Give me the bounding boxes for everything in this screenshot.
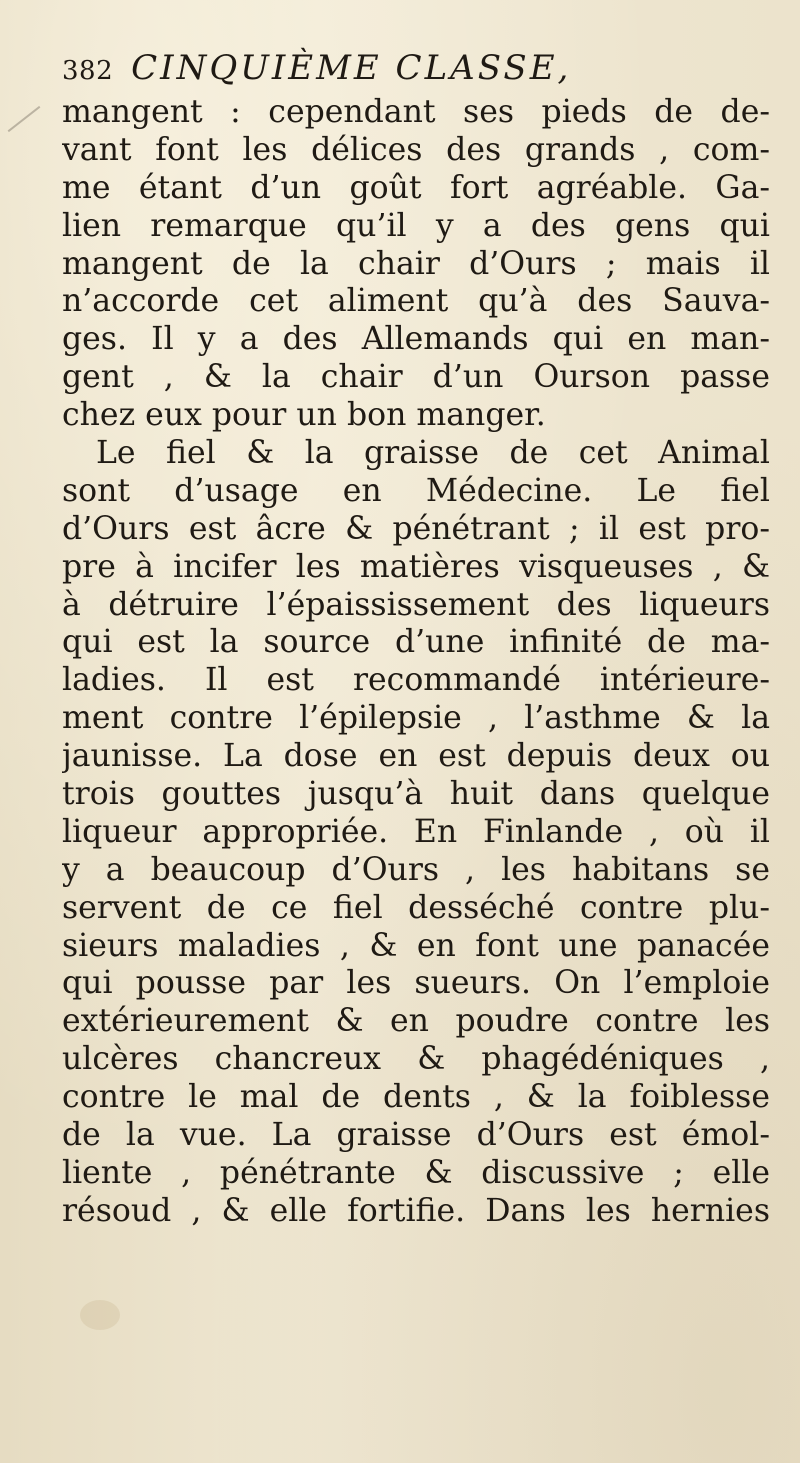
text-line: contre le mal de dents , & la foiblesse: [62, 1079, 770, 1116]
text-line: à détruire l’épaississement des liqueurs: [62, 586, 770, 623]
text-line: résoud , & elle fortifie. Dans les hernies: [62, 1192, 770, 1229]
text-line: liente , pénétrante & discussive ; elle: [62, 1154, 770, 1191]
text-line: d’Ours est âcre & pénétrant ; il est pro-: [62, 510, 770, 547]
text-line: ment contre l’épilepsie , l’asthme & la: [62, 700, 770, 737]
text-line: sont d’usage en Médecine. Le fiel: [62, 472, 770, 509]
text-line: liqueur appropriée. En Finlande , où il: [62, 813, 770, 850]
text-line: extérieurement & en poudre contre les: [62, 1003, 770, 1040]
text-line: vant font les délices des grands , com-: [62, 131, 770, 168]
text-line: ges. Il y a des Allemands qui en man-: [62, 321, 770, 358]
text-line: mangent de la chair d’Ours ; mais il: [62, 245, 770, 282]
text-line: y a beaucoup d’Ours , les habitans se: [62, 851, 770, 888]
text-line: ladies. Il est recommandé intérieure-: [62, 662, 770, 699]
paper-stain: [80, 1300, 120, 1330]
text-line: sieurs maladies , & en font une panacée: [62, 927, 770, 964]
text-line: de la vue. La graisse d’Ours est émol-: [62, 1117, 770, 1154]
text-line: gent , & la chair d’un Ourson passe: [62, 359, 770, 396]
text-line: lien remarque qu’il y a des gens qui: [62, 207, 770, 244]
text-line: qui est la source d’une infinité de ma-: [62, 624, 770, 661]
paragraph-start-line: Le fiel & la graisse de cet Animal: [96, 435, 770, 472]
margin-pencil-mark: [8, 106, 41, 132]
text-line: pre à incifer les matières visqueuses , &: [62, 548, 770, 585]
text-line: ulcères chancreux & phagédéniques ,: [62, 1041, 770, 1078]
text-line: trois gouttes jusqu’à huit dans quelque: [62, 776, 770, 813]
text-line: n’accorde cet aliment qu’à des Sauva-: [62, 283, 770, 320]
running-head: [62, 48, 571, 88]
text-line: me étant d’un goût fort agréable. Ga-: [62, 169, 770, 206]
text-line: chez eux pour un bon manger.: [62, 397, 546, 434]
text-line: mangent : cependant ses pieds de de-: [62, 94, 770, 130]
page-number: 382: [62, 56, 114, 86]
text-line: servent de ce fiel desséché contre plu-: [62, 889, 770, 926]
running-title: CINQUIÈME CLASSE,: [131, 48, 572, 88]
body-text: [62, 94, 770, 1231]
text-line: jaunisse. La dose en est depuis deux ou: [62, 738, 770, 775]
text-line: qui pousse par les sueurs. On l’emploie: [62, 965, 770, 1002]
